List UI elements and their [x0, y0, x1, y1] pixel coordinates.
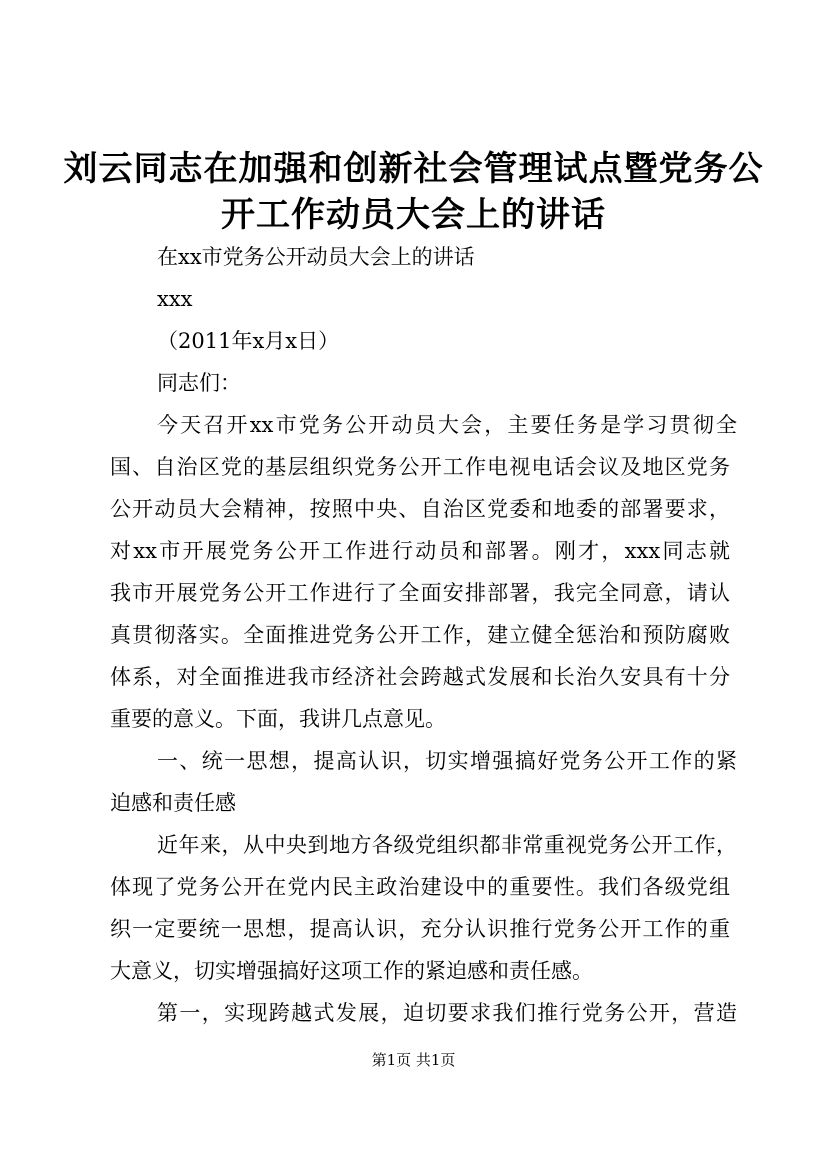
section-heading: 迫感和责任感: [110, 791, 236, 815]
paragraph-line: 第一，实现跨越式发展，迫切要求我们推行党务公开，营造: [157, 1001, 737, 1025]
paragraph-line: 国、自治区党的基层组织党务公开工作电视电话会议及地区党务: [110, 455, 730, 479]
paragraph-line: 体系，对全面推进我市经济社会跨越式发展和长治久安具有十分: [110, 665, 730, 689]
paragraph-line: 公开动员大会精神，按照中央、自治区党委和地委的部署要求，: [110, 497, 730, 521]
speech-subtitle: 在xx市党务公开动员大会上的讲话: [157, 245, 475, 269]
paragraph-line: 织一定要统一思想，提高认识，充分认识推行党务公开工作的重: [110, 917, 730, 941]
paragraph-line: 大意义，切实增强搞好这项工作的紧迫感和责任感。: [110, 959, 593, 983]
paragraph-line: 今天召开xx市党务公开动员大会，主要任务是学习贯彻全: [157, 413, 737, 437]
section-heading: 一、统一思想，提高认识，切实增强搞好党务公开工作的紧: [157, 749, 737, 773]
paragraph-line: 真贯彻落实。全面推进党务公开工作，建立健全惩治和预防腐败: [110, 623, 730, 647]
paragraph-line: 重要的意义。下面，我讲几点意见。: [110, 707, 446, 731]
salutation: 同志们：: [157, 371, 241, 395]
speaker-name: xxx: [157, 287, 193, 311]
paragraph-line: 对xx市开展党务公开工作进行动员和部署。刚才，xxx同志就: [110, 539, 730, 563]
document-title: [60, 146, 767, 238]
paragraph-line: 体现了党务公开在党内民主政治建设中的重要性。我们各级党组: [110, 875, 730, 899]
speech-date: （2011年x月x日）: [157, 329, 340, 353]
title-line-1: 刘云同志在加强和创新社会管理试点暨党务公: [63, 149, 764, 189]
paragraph-line: 近年来，从中央到地方各级党组织都非常重视党务公开工作，: [157, 833, 737, 857]
paragraph-line: 我市开展党务公开工作进行了全面安排部署，我完全同意，请认: [110, 581, 730, 605]
page-footer: 第1页 共1页: [371, 1051, 456, 1069]
title-line-2: 开工作动员大会上的讲话: [221, 195, 606, 235]
